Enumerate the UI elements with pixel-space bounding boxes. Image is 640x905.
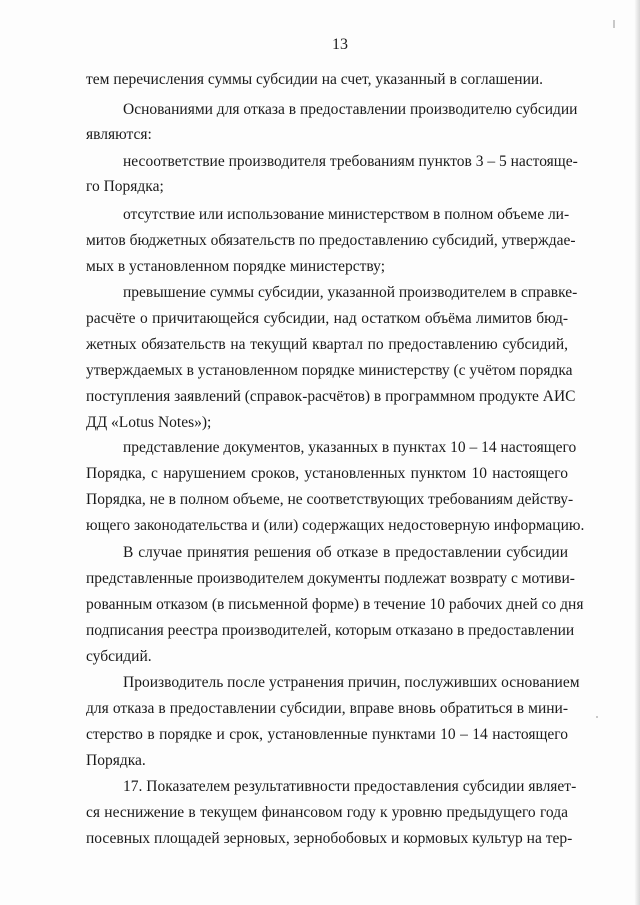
text-line: субсидий. [86, 648, 152, 665]
text-line: отсутствие или использование министерством в полном объеме ли- [123, 206, 570, 223]
text-line: Основаниями для отказа в предоставлении производителю субсидии [123, 101, 578, 118]
text-line: стерство в порядке и срок, установленные пунктами 10 – 14 настоящего [86, 726, 568, 743]
text-line: посевных площадей зерновых, зернобобовых и кормовых культур на тер- [86, 830, 573, 847]
text-line: го Порядка; [86, 178, 164, 195]
text-line: Производитель после устранения причин, послуживших основанием [123, 674, 580, 691]
page-number: 13 [332, 36, 348, 53]
text-line: ся неснижение в текущем финансовом году к уровню предыдущего года [86, 804, 568, 821]
text-line: тем перечисления суммы субсидии на счет, указанный в соглашении. [86, 71, 544, 88]
text-line: В случае принятия решения об отказе в предоставлении субсидии [123, 544, 568, 561]
text-line: расчёте о причитающейся субсидии, над остатком объёма лимитов бюд- [86, 310, 568, 327]
text-line: Порядка, с нарушением сроков, установленных пунктом 10 настоящего [86, 465, 568, 482]
text-line: представленные производителем документы подлежат возврату с мотиви- [86, 570, 575, 587]
text-line: мых в установленном порядке министерству; [86, 258, 385, 275]
text-line: являются: [86, 126, 152, 143]
text-line: Порядка, не в полном объеме, не соответствующих требованиям действу- [86, 491, 574, 508]
text-line: несоответствие производителя требованиям пунктов 3 – 5 настояще- [123, 153, 578, 170]
scan-speck [596, 716, 598, 718]
text-line: Порядка. [86, 752, 146, 769]
text-line: ющего законодательства и (или) содержащих недостоверную информацию. [86, 517, 585, 534]
scan-edge-shadow [634, 0, 640, 905]
text-line: утверждаемых в установленном порядке министерству (с учётом порядка [86, 362, 573, 379]
text-line: превышение суммы субсидии, указанной производителем в справке- [123, 284, 578, 301]
text-line: 17. Показателем результативности предоставления субсидии являет- [123, 778, 577, 795]
scan-speck [613, 20, 615, 28]
text-line: для отказа в предоставлении субсидии, вправе вновь обратиться в мини- [86, 700, 568, 717]
text-line: подписания реестра производителей, которым отказано в предоставлении [86, 622, 575, 639]
text-line: поступления заявлений (справок-расчётов) в программном продукте АИС [86, 388, 576, 405]
text-line: ДД «Lotus Notes»); [86, 414, 212, 431]
text-line: рованным отказом (в письменной форме) в течение 10 рабочих дней со дня [86, 596, 584, 613]
text-line: митов бюджетных обязательств по предоставлению субсидий, утверждае- [86, 232, 576, 249]
text-line: представление документов, указанных в пунктах 10 – 14 настоящего [123, 439, 577, 456]
text-line: жетных обязательств на текущий квартал по предоставлению субсидий, [86, 336, 568, 353]
